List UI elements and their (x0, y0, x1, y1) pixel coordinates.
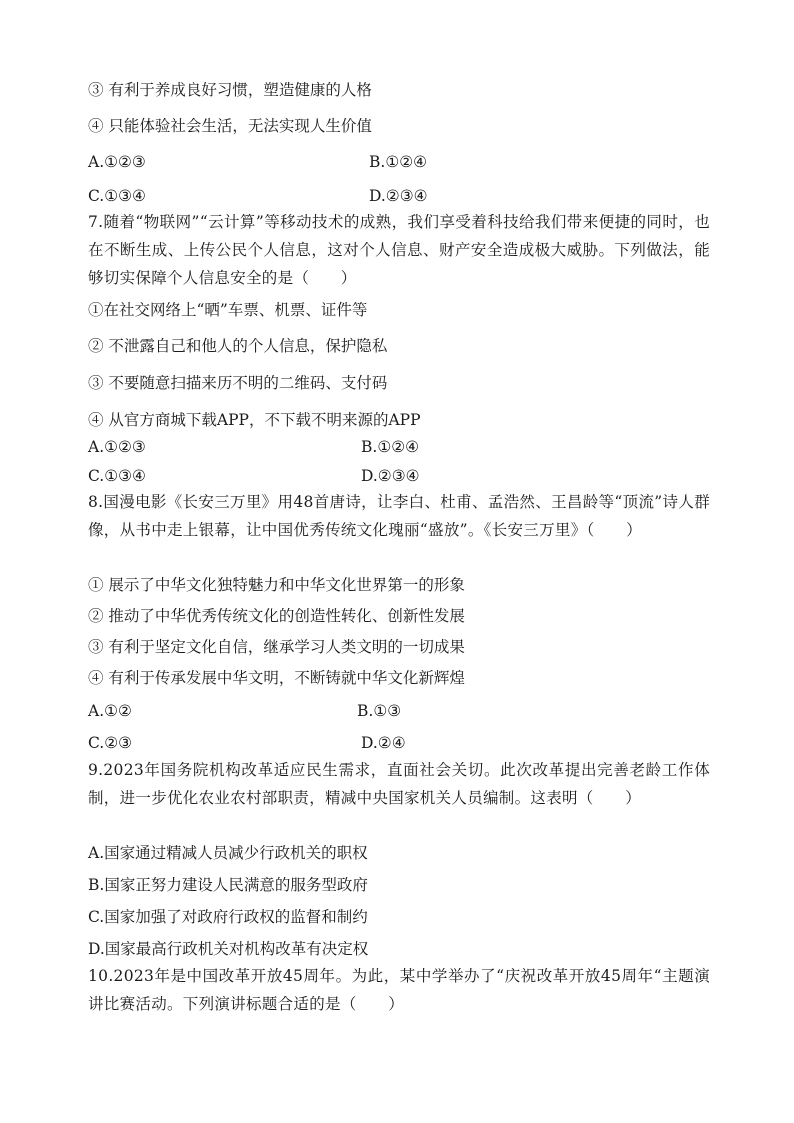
q8-option-2: ② 推动了中华优秀传统文化的创造性转化、创新性发展 (88, 607, 465, 625)
q9-choice-d: D.国家最高行政机关对机构改革有决定权 (88, 940, 369, 958)
q6-choice-a: A.①②③ (88, 153, 146, 171)
q7-stem: 7.随着“物联网”“云计算”等移动技术的成熟，我们享受着科技给我们带来便捷的同时，也在不断生成、上传公民个人信息，这对个人信息、财产安全造成极大威胁。下列做法，能够切实保障个人信息安全的是（ ） (88, 213, 710, 287)
q6-choice-b: B.①②④ (369, 153, 428, 171)
q9-choice-c: C.国家加强了对政府行政权的监督和制约 (88, 908, 368, 926)
q8-stem: 8.国漫电影《长安三万里》用48首唐诗，让李白、杜甫、孟浩然、王昌龄等“顶流”诗人群像，从书中走上银幕，让中国优秀传统文化瑰丽“盛放”。《长安三万里》（ ） (88, 493, 710, 539)
q7-option-4: ④ 从官方商城下载APP，不下载不明来源的APP (88, 411, 421, 429)
q6-option-3: ③ 有利于养成良好习惯，塑造健康的人格 (88, 81, 372, 99)
q7-choice-a: A.①②③ (88, 438, 146, 456)
q6-option-4: ④ 只能体验社会生活，无法实现人生价值 (88, 117, 372, 135)
q8-choice-c: C.②③ (88, 734, 133, 752)
q9-stem: 9.2023年国务院机构改革适应民生需求，直面社会关切。此次改革提出完善老龄工作体制，进一步优化农业农村部职责，精减中央国家机关人员编制。这表明（ ） (88, 761, 710, 807)
q7-choice-c: C.①③④ (88, 467, 146, 485)
q6-choice-c: C.①③④ (88, 187, 146, 205)
q7-option-1: ①在社交网络上“晒”车票、机票、证件等 (88, 301, 368, 319)
q8-choice-d: D.②④ (361, 734, 406, 752)
q8-choice-a: A.①② (88, 702, 132, 720)
q9-choice-a: A.国家通过精减人员减少行政机关的职权 (88, 844, 368, 862)
q8-option-1: ① 展示了中华文化独特魅力和中华文化世界第一的形象 (88, 576, 465, 594)
q8-option-4: ④ 有利于传承发展中华文明，不断铸就中华文化新辉煌 (88, 669, 465, 687)
q7-choice-d: D.②③④ (361, 467, 420, 485)
q10-stem: 10.2023年是中国改革开放45周年。为此，某中学举办了“庆祝改革开放45周年“主题演讲比赛活动。下列演讲标题合适的是（ ） (88, 967, 710, 1013)
q7-option-3: ③ 不要随意扫描来历不明的二维码、支付码 (88, 374, 388, 392)
q7-option-2: ② 不泄露自己和他人的个人信息，保护隐私 (88, 337, 388, 355)
q9-choice-b: B.国家正努力建设人民满意的服务型政府 (88, 876, 368, 894)
q8-option-3: ③ 有利于坚定文化自信，继承学习人类文明的一切成果 (88, 638, 465, 656)
q8-choice-b: B.①③ (357, 702, 402, 720)
q7-choice-b: B.①②④ (361, 438, 420, 456)
q6-choice-d: D.②③④ (369, 187, 428, 205)
